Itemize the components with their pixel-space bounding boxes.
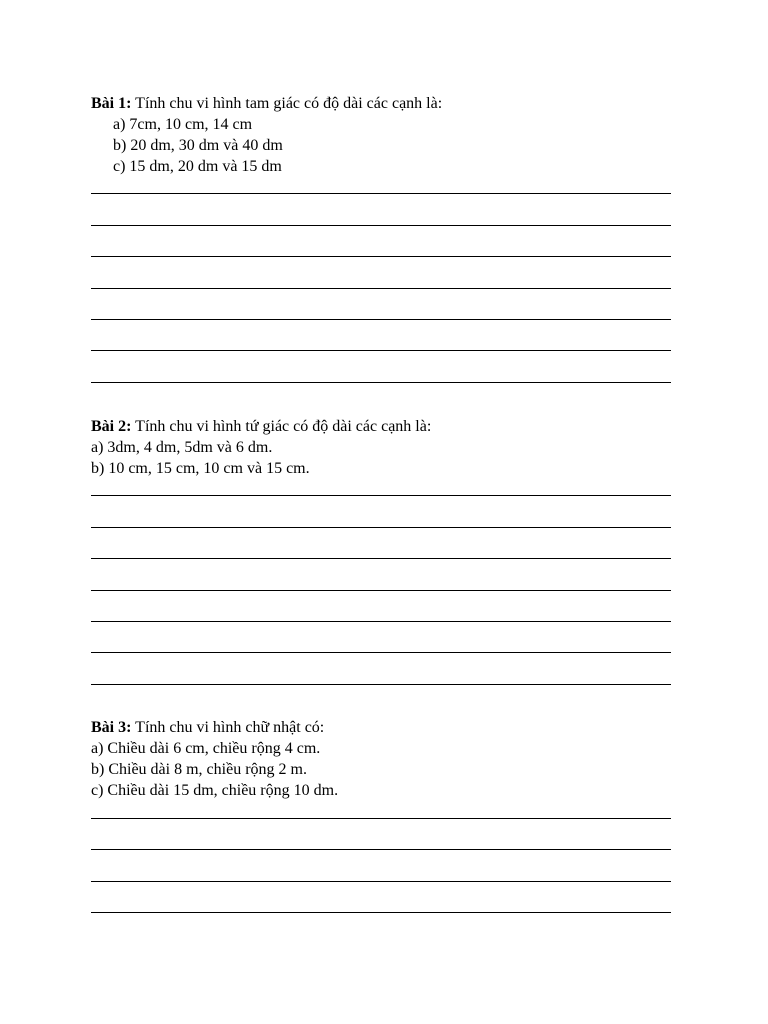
answer-line xyxy=(91,881,671,882)
answer-line xyxy=(91,350,671,351)
exercise-2-prompt: Tính chu vi hình tứ giác có độ dài các cạnh là: xyxy=(131,418,432,435)
answer-line xyxy=(91,621,671,622)
exercise-1-item-a: a) 7cm, 10 cm, 14 cm xyxy=(113,116,253,133)
exercise-2-label: Bài 2: xyxy=(91,418,132,435)
answer-line xyxy=(91,652,671,653)
answer-line xyxy=(91,590,671,591)
answer-line xyxy=(91,256,671,257)
exercise-1-label: Bài 1: xyxy=(91,95,132,112)
exercise-1-item-c: c) 15 dm, 20 dm và 15 dm xyxy=(113,158,282,175)
exercise-1-prompt: Tính chu vi hình tam giác có độ dài các cạnh là: xyxy=(131,95,443,112)
exercise-2-heading xyxy=(91,417,431,437)
answer-line xyxy=(91,288,671,289)
answer-line xyxy=(91,558,671,559)
answer-line xyxy=(91,495,671,496)
answer-line xyxy=(91,382,671,383)
exercise-3-item-b: b) Chiều dài 8 m, chiều rộng 2 m. xyxy=(91,761,307,778)
answer-line xyxy=(91,527,671,528)
answer-line xyxy=(91,193,671,194)
answer-line xyxy=(91,225,671,226)
answer-line xyxy=(91,912,671,913)
exercise-3-item-c: c) Chiều dài 15 dm, chiều rộng 10 dm. xyxy=(91,782,339,799)
exercise-3-label: Bài 3: xyxy=(91,719,132,736)
answer-line xyxy=(91,684,671,685)
answer-line xyxy=(91,849,671,850)
exercise-1-heading xyxy=(91,94,442,114)
exercise-3-heading xyxy=(91,718,324,738)
answer-line xyxy=(91,319,671,320)
exercise-2-item-b: b) 10 cm, 15 cm, 10 cm và 15 cm. xyxy=(91,460,310,477)
exercise-3-item-a: a) Chiều dài 6 cm, chiều rộng 4 cm. xyxy=(91,740,321,757)
exercise-3-prompt: Tính chu vi hình chữ nhật có: xyxy=(131,719,325,736)
exercise-2-item-a: a) 3dm, 4 dm, 5dm và 6 dm. xyxy=(91,439,273,456)
answer-line xyxy=(91,818,671,819)
exercise-1-item-b: b) 20 dm, 30 dm và 40 dm xyxy=(113,137,283,154)
